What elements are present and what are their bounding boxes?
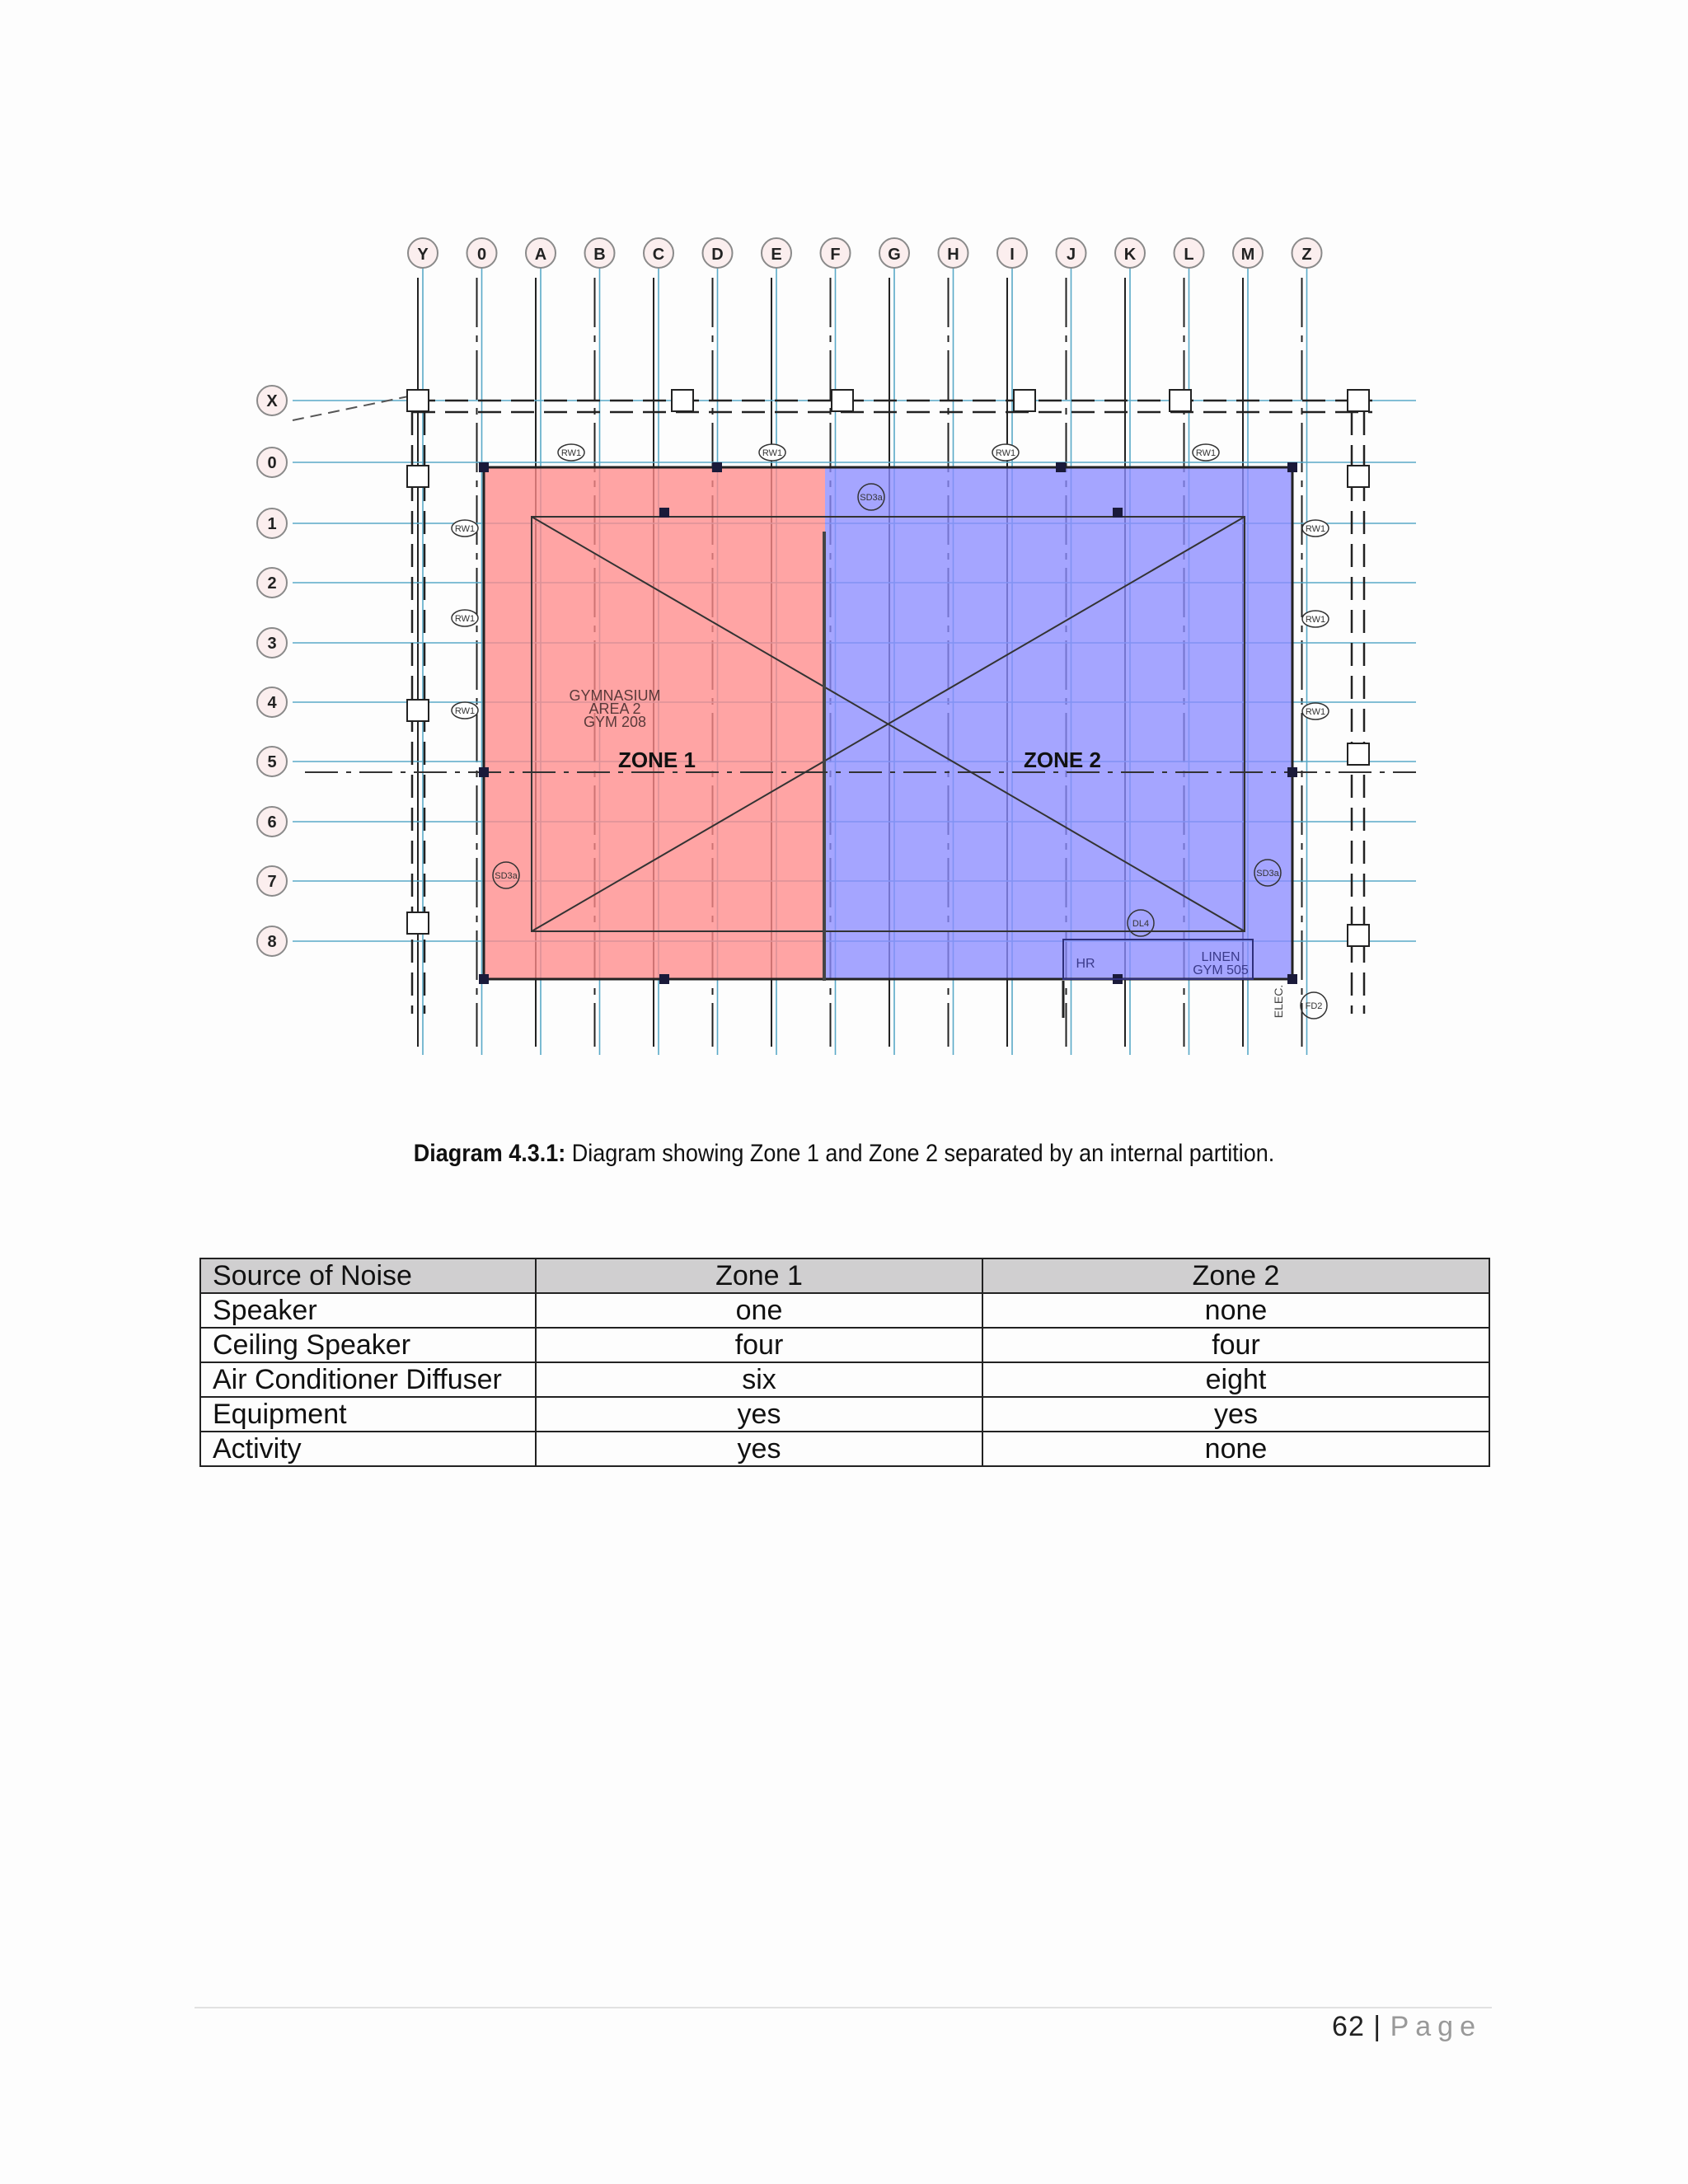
page-separator: |: [1364, 2011, 1390, 2042]
column-label: I: [1010, 246, 1015, 264]
rw-tag-text: RW1: [995, 448, 1016, 458]
column-box: [1014, 390, 1035, 411]
sd-tag-text: SD3a: [495, 871, 518, 881]
column-box: [1348, 466, 1369, 487]
rw-tag-text: RW1: [1305, 524, 1326, 534]
zone-1-area: [484, 467, 825, 979]
column-label: K: [1123, 246, 1137, 264]
table-row: [200, 1432, 1489, 1466]
fd-tag-text: FD2: [1305, 1001, 1323, 1011]
cell-source: Speaker: [200, 1293, 536, 1328]
room-name-line: AREA 2: [588, 701, 641, 717]
column-label: B: [593, 246, 606, 264]
table-row: [200, 1397, 1489, 1432]
column-marker: [1056, 462, 1066, 472]
column-marker: [1287, 974, 1297, 984]
diagram-caption: [84, 1140, 1603, 1168]
column-box: [1170, 390, 1191, 411]
footer-divider: [195, 2007, 1492, 2008]
column-marker: [1287, 767, 1297, 777]
column-label: L: [1184, 246, 1194, 264]
row-label: 3: [267, 635, 277, 653]
cell-zone-1: yes: [536, 1432, 982, 1466]
rw-tag-text: RW1: [454, 706, 476, 716]
column-label: C: [652, 246, 665, 264]
header-zone-1: Zone 1: [536, 1258, 982, 1293]
column-marker: [1287, 462, 1297, 472]
sd-tag-text: SD3a: [860, 493, 883, 503]
row-label: 5: [267, 753, 277, 771]
table-header-row: [200, 1258, 1489, 1293]
cell-source: Ceiling Speaker: [200, 1328, 536, 1362]
rw-tag-text: RW1: [762, 448, 783, 458]
column-box: [407, 390, 429, 411]
rw-tag-text: RW1: [1195, 448, 1217, 458]
linen-label-line: GYM 505: [1193, 963, 1249, 977]
column-label: E: [771, 246, 782, 264]
row-label: 4: [267, 694, 277, 712]
cell-zone-2: none: [982, 1432, 1489, 1466]
zone-2-label: ZONE 2: [1024, 748, 1101, 772]
column-label: H: [947, 246, 959, 264]
column-label: D: [711, 246, 724, 264]
dl-tag-text: DL4: [1132, 919, 1150, 929]
cell-source: Activity: [200, 1432, 536, 1466]
room-name-line: GYM 208: [583, 714, 647, 730]
header-source: Source of Noise: [200, 1258, 536, 1293]
column-marker: [659, 974, 669, 984]
column-box: [407, 466, 429, 487]
column-marker: [479, 462, 489, 472]
column-marker: [479, 974, 489, 984]
column-marker: [479, 767, 489, 777]
cell-zone-2: yes: [982, 1397, 1489, 1432]
table-row: [200, 1293, 1489, 1328]
page-footer: [1332, 2011, 1482, 2043]
column-label: Y: [417, 246, 429, 264]
cell-zone-2: eight: [982, 1362, 1489, 1397]
column-marker: [1113, 508, 1123, 518]
column-box: [1348, 743, 1369, 765]
rw-tag-text: RW1: [1305, 615, 1326, 625]
column-box: [407, 700, 429, 721]
rw-tag-text: RW1: [1305, 707, 1326, 717]
cell-zone-1: six: [536, 1362, 982, 1397]
page-word: Page: [1390, 2011, 1482, 2042]
zone-2-area: [825, 467, 1292, 979]
column-marker: [712, 462, 722, 472]
cell-zone-1: four: [536, 1328, 982, 1362]
cell-zone-2: four: [982, 1328, 1489, 1362]
column-label: F: [830, 246, 841, 264]
cell-zone-1: yes: [536, 1397, 982, 1432]
hr-label: HR: [1076, 957, 1095, 971]
noise-sources-table: [199, 1258, 1490, 1467]
row-label: 1: [267, 515, 277, 533]
column-box: [1348, 925, 1369, 946]
cell-source: Air Conditioner Diffuser: [200, 1362, 536, 1397]
row-label: 8: [267, 933, 277, 951]
elec-label: ELEC.: [1272, 984, 1285, 1019]
rw-tag-text: RW1: [454, 524, 476, 534]
column-label: A: [534, 246, 547, 264]
header-zone-2: Zone 2: [982, 1258, 1489, 1293]
caption-label: Diagram 4.3.1:: [413, 1140, 566, 1167]
page-number: 62: [1332, 2011, 1365, 2042]
caption-text: Diagram showing Zone 1 and Zone 2 separated by an internal partition.: [565, 1140, 1275, 1167]
row-label: 0: [267, 454, 277, 472]
column-label: M: [1240, 246, 1255, 264]
row-label: X: [266, 392, 278, 410]
column-label: J: [1066, 246, 1076, 264]
rw-tag-text: RW1: [560, 448, 582, 458]
sd-tag-text: SD3a: [1256, 869, 1279, 879]
roof-slope-line: [293, 396, 412, 420]
column-box: [672, 390, 693, 411]
table-row: [200, 1362, 1489, 1397]
row-label: 2: [267, 574, 277, 593]
column-box: [832, 390, 853, 411]
column-label: 0: [476, 246, 487, 264]
cell-source: Equipment: [200, 1397, 536, 1432]
column-marker: [659, 508, 669, 518]
rw-tag-text: RW1: [454, 614, 476, 624]
table-row: [200, 1328, 1489, 1362]
cell-zone-2: none: [982, 1293, 1489, 1328]
row-label: 6: [267, 813, 277, 832]
linen-label-line: LINEN: [1201, 950, 1240, 964]
column-label: G: [888, 246, 901, 264]
column-box: [1348, 390, 1369, 411]
zone-1-label: ZONE 1: [618, 748, 696, 772]
room-name-line: GYMNASIUM: [569, 687, 661, 704]
column-box: [407, 912, 429, 934]
cell-zone-1: one: [536, 1293, 982, 1328]
column-label: Z: [1301, 246, 1312, 264]
row-label: 7: [267, 873, 277, 891]
